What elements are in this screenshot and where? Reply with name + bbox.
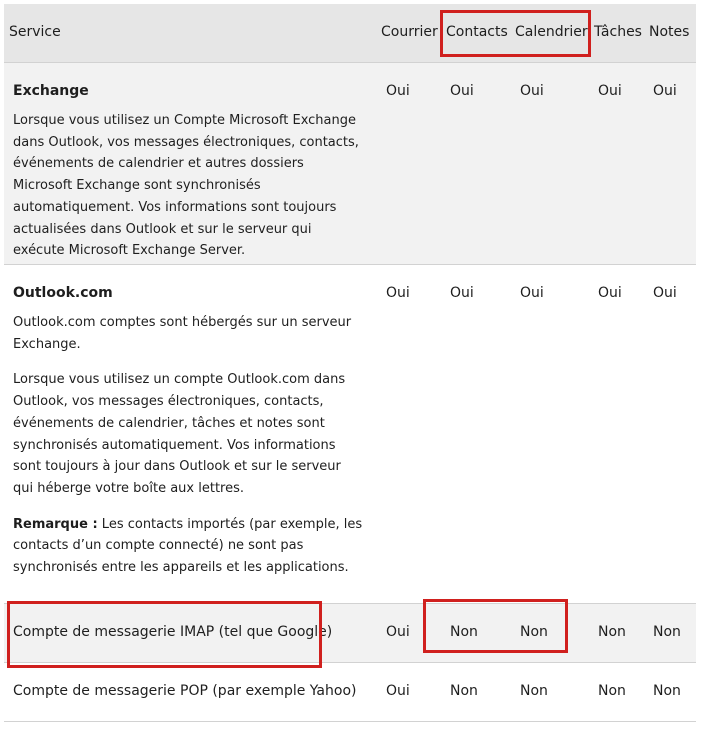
value-notes: Non: [653, 683, 681, 699]
value-taches: Non: [598, 683, 626, 699]
note-text: Les contacts importés (par exemple, les contacts d’un compte connecté) ne sont pas synchronisés entre les appareils et les applications.: [13, 516, 363, 576]
service-cell: [13, 285, 363, 579]
value-notes: Oui: [653, 285, 677, 301]
table-row: [4, 265, 696, 604]
value-courrier: Oui: [386, 624, 410, 640]
value-calendrier: Oui: [520, 285, 544, 301]
value-courrier: Oui: [386, 285, 410, 301]
value-taches: Oui: [598, 285, 622, 301]
value-contacts: Non: [450, 624, 478, 640]
value-taches: Oui: [598, 83, 622, 99]
table-row: [4, 63, 696, 265]
value-contacts: Oui: [450, 83, 474, 99]
service-description: Lorsque vous utilisez un Compte Microsoft Exchange dans Outlook, vos messages électroniques, contacts, événements de calendrier et autres dossiers Microsoft Exchange sont synchronisés automatiquement. Vos informations sont toujours actualisées dans Outlook et sur le serveur qui exécute Microsoft Exchange Server.: [13, 113, 359, 259]
header-service: Service: [9, 24, 61, 40]
service-cell: [13, 83, 363, 262]
value-taches: Non: [598, 624, 626, 640]
service-description: Lorsque vous utilisez un compte Outlook.com dans Outlook, vos messages électroniques, contacts, événements de calendrier, tâches et notes sont synchronisés automatiquement. Vos informations sont toujours à jour dans Outlook et sur le serveur qui héberge votre boîte aux lettres.: [13, 372, 346, 496]
value-calendrier: Non: [520, 624, 548, 640]
header-courrier: Courrier: [381, 24, 438, 40]
value-contacts: Non: [450, 683, 478, 699]
table-row: [4, 663, 696, 722]
header-taches: Tâches: [594, 24, 642, 40]
header-calendrier: Calendrier: [515, 24, 588, 40]
value-notes: Non: [653, 624, 681, 640]
value-courrier: Oui: [386, 83, 410, 99]
value-contacts: Oui: [450, 285, 474, 301]
service-title: Outlook.com: [13, 285, 113, 301]
table-row: [4, 604, 696, 663]
value-notes: Oui: [653, 83, 677, 99]
service-description: Outlook.com comptes sont hébergés sur un serveur Exchange.: [13, 315, 352, 352]
value-calendrier: Oui: [520, 83, 544, 99]
header-contacts: Contacts: [446, 24, 508, 40]
service-title: Exchange: [13, 83, 89, 99]
table-header: [4, 4, 696, 63]
value-courrier: Oui: [386, 683, 410, 699]
service-sync-table: [4, 4, 696, 722]
service-title: Compte de messagerie IMAP (tel que Google): [13, 624, 333, 640]
service-cell: [13, 683, 373, 699]
note-label: Remarque :: [13, 516, 98, 532]
value-calendrier: Non: [520, 683, 548, 699]
service-note: [13, 514, 363, 579]
service-cell: [13, 624, 373, 640]
service-title: Compte de messagerie POP (par exemple Yahoo): [13, 683, 357, 699]
header-notes: Notes: [649, 24, 690, 40]
